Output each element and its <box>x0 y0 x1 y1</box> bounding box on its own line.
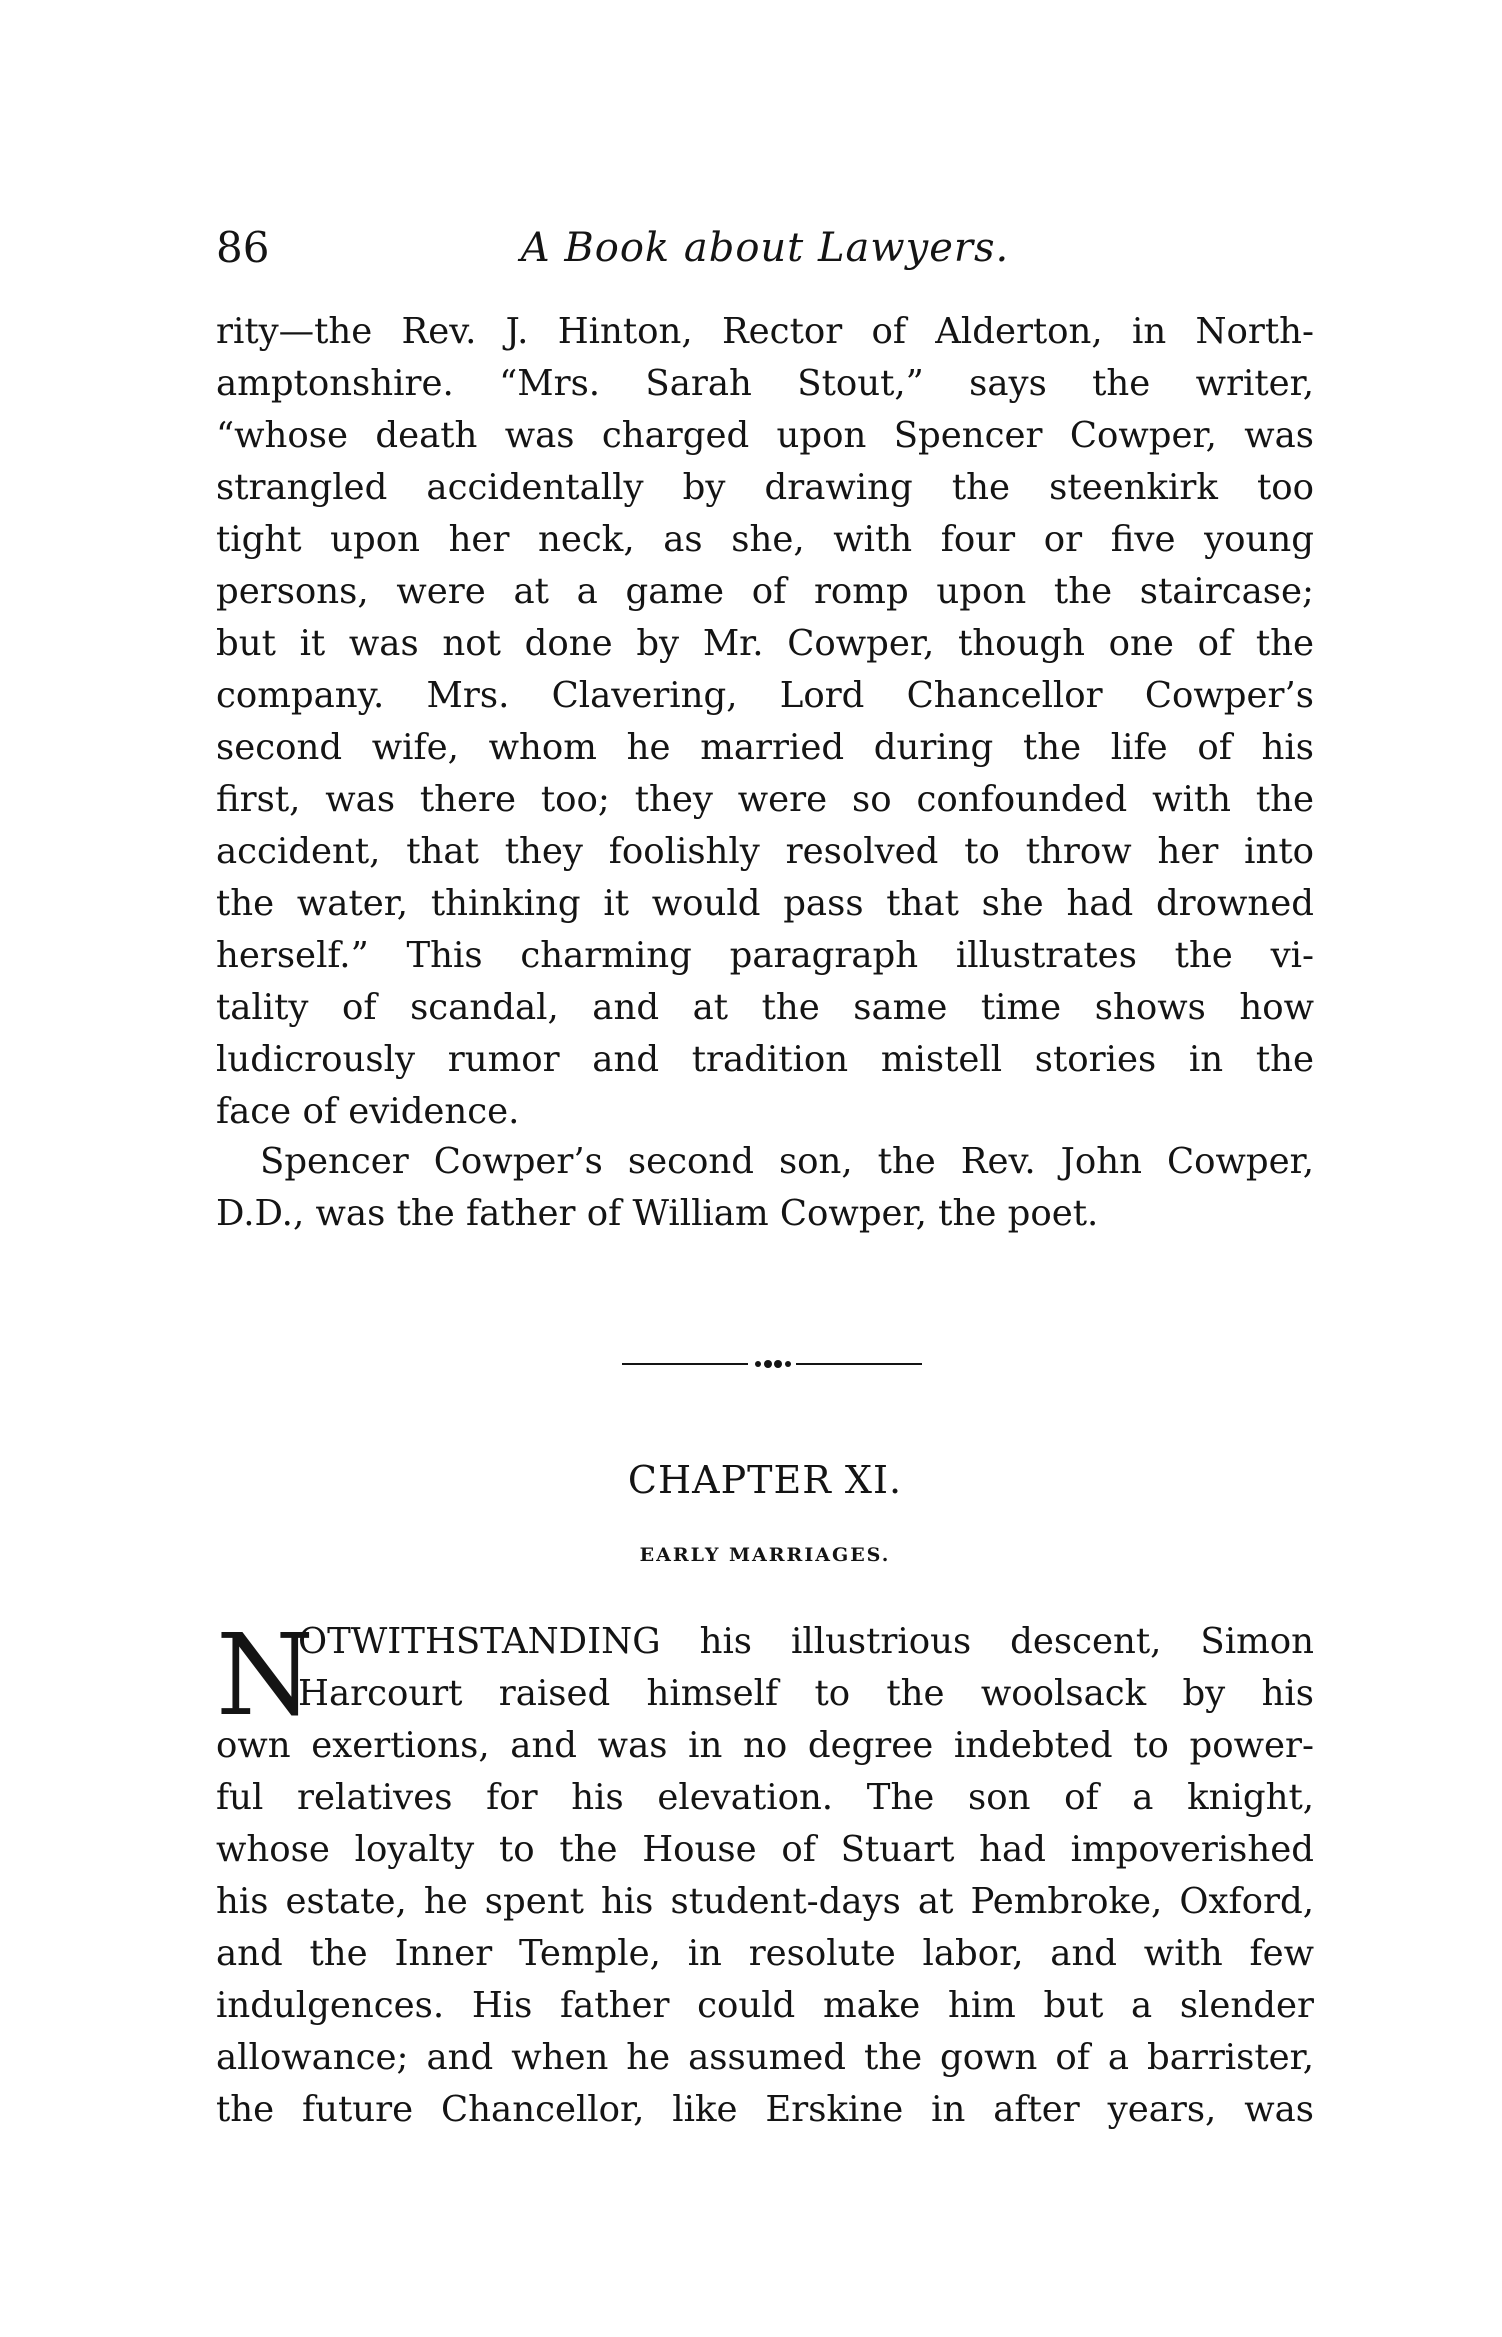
text-line: the water, thinking it would pass that she had drowned <box>216 883 1314 924</box>
text-line: “whose death was charged upon Spencer Cowper, was <box>216 415 1314 456</box>
text-line: company. Mrs. Clavering, Lord Chancellor Cowper’s <box>216 675 1314 716</box>
text-line: first, was there too; they were so confounded with the <box>216 779 1314 820</box>
chapter-subtitle: EARLY MARRIAGES. <box>639 1544 891 1566</box>
text-line: tality of scandal, and at the same time shows how <box>216 987 1314 1028</box>
text-line: and the Inner Temple, in resolute labor, and with few <box>216 1933 1314 1974</box>
section-ornament <box>622 1358 922 1370</box>
text-line: OTWITHSTANDING his illustrious descent, Simon <box>298 1621 1314 1662</box>
page-number: 86 <box>216 223 270 272</box>
text-line: tight upon her neck, as she, with four or five young <box>216 519 1314 560</box>
text-line: strangled accidentally by drawing the steenkirk too <box>216 467 1314 508</box>
text-line: Harcourt raised himself to the woolsack by his <box>298 1673 1314 1714</box>
text-line: persons, were at a game of romp upon the staircase; <box>216 571 1314 612</box>
text-line: Spencer Cowper’s second son, the Rev. John Cowper, <box>260 1141 1314 1182</box>
text-line: but it was not done by Mr. Cowper, though one of the <box>216 623 1314 664</box>
page-header <box>216 218 1314 278</box>
text-line: accident, that they foolishly resolved to throw her into <box>216 831 1314 872</box>
text-line: the future Chancellor, like Erskine in after years, was <box>216 2089 1314 2130</box>
text-line: whose loyalty to the House of Stuart had impoverished <box>216 1829 1314 1870</box>
text-line: allowance; and when he assumed the gown of a barrister, <box>216 2037 1314 2078</box>
text-line: indulgences. His father could make him but a slender <box>216 1985 1314 2026</box>
text-line: ludicrously rumor and tradition mistell stories in the <box>216 1039 1314 1080</box>
running-title: A Book about Lawyers. <box>520 225 1010 271</box>
text-line: herself.” This charming paragraph illustrates the vi- <box>216 935 1314 976</box>
drop-cap: N <box>216 1611 314 1741</box>
text-line: second wife, whom he married during the life of his <box>216 727 1314 768</box>
text-line: own exertions, and was in no degree indebted to power- <box>216 1725 1314 1766</box>
text-line: amptonshire. “Mrs. Sarah Stout,” says the writer, <box>216 363 1314 404</box>
chapter-title: CHAPTER XI. <box>627 1458 903 1502</box>
paragraph-continuation <box>216 306 1314 1138</box>
text-line: face of evidence. <box>216 1091 520 1132</box>
paragraph-cowper-son <box>216 1136 1314 1240</box>
chapter-opening-paragraph <box>216 1611 1314 2136</box>
text-line: rity—the Rev. J. Hinton, Rector of Alderton, in North- <box>216 311 1314 352</box>
text-line: D.D., was the father of William Cowper, the poet. <box>216 1193 1099 1234</box>
text-line: his estate, he spent his student-days at Pembroke, Oxford, <box>216 1881 1314 1922</box>
text-line: ful relatives for his elevation. The son of a knight, <box>216 1777 1314 1818</box>
